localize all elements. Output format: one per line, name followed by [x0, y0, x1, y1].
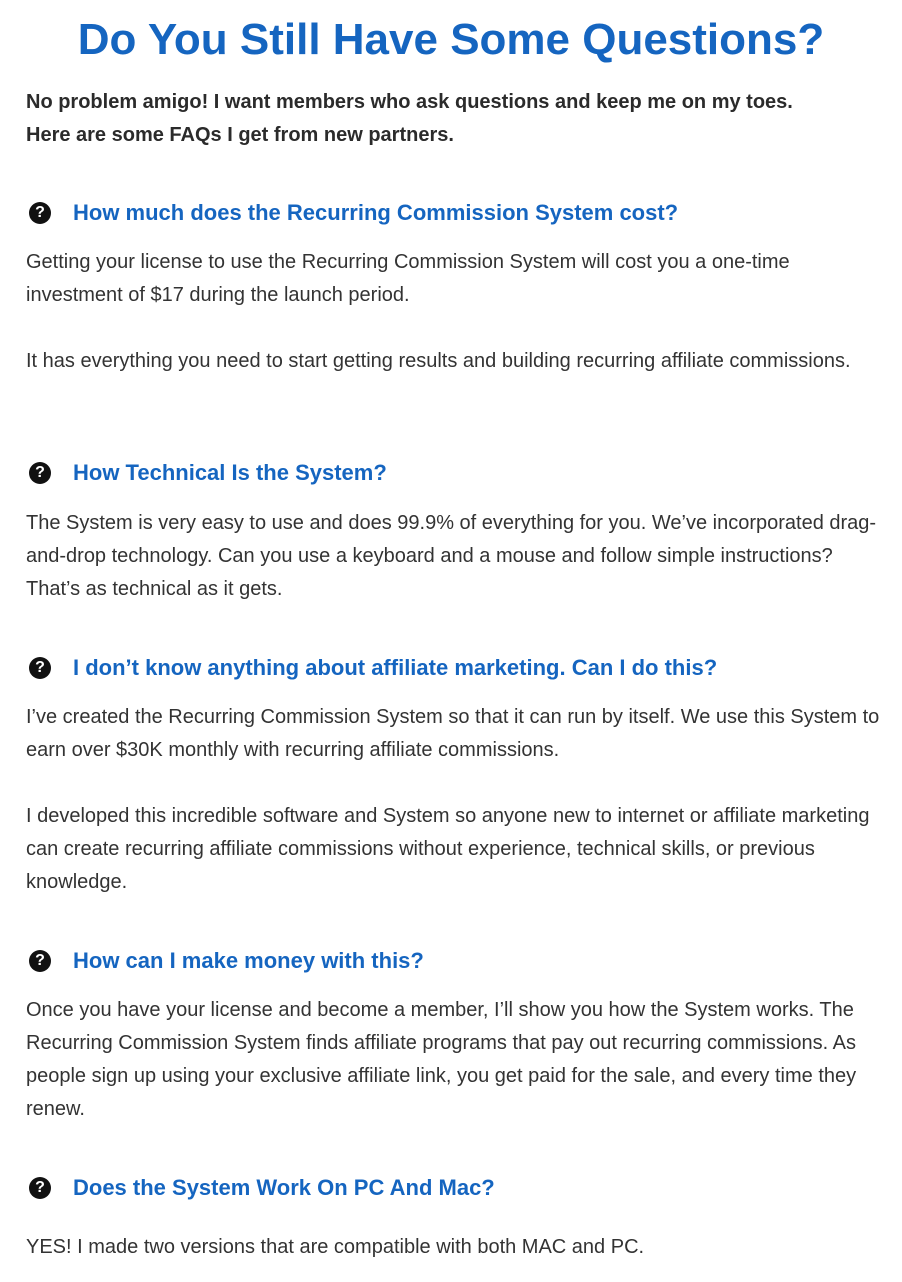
faq-answer: The System is very easy to use and does 99.9% of everything for you. We’ve incorporated drag-and-drop technology. Can you use a keyboard and a mouse and follow simple instructions? That’s as technical as it gets. [26, 512, 877, 600]
faq-question-affiliate-marketing [29, 653, 717, 683]
intro-text [26, 86, 886, 152]
faq-question-cost [29, 198, 678, 228]
faq-question-pc-mac [29, 1173, 495, 1203]
intro-line-2: Here are some FAQs I get from new partners. [26, 124, 454, 146]
faq-question-text: How Technical Is the System? [73, 460, 387, 485]
faq-question-text: Does the System Work On PC And Mac? [73, 1175, 495, 1200]
page-title: Do You Still Have Some Questions? [77, 15, 825, 64]
question-circle-icon: ? [29, 1177, 51, 1199]
faq-question-text: How much does the Recurring Commission System cost? [73, 200, 679, 225]
faq-answer: YES! I made two versions that are compatible with both MAC and PC. [26, 1236, 645, 1258]
faq-answer: Once you have your license and become a member, I’ll show you how the System works. The Recurring Commission System finds affiliate programs that pay out recurring commissions. As people sign up using your exclusive affiliate link, you get paid for the sale, and every time they renew. [26, 999, 857, 1120]
faq-answer: I’ve created the Recurring Commission System so that it can run by itself. We use this System to earn over $30K monthly with recurring affiliate commissions. [26, 706, 880, 761]
question-circle-icon: ? [29, 950, 51, 972]
faq-question-text: How can I make money with this? [73, 948, 424, 973]
question-circle-icon: ? [29, 657, 51, 679]
question-circle-icon: ? [29, 462, 51, 484]
faq-answer: I developed this incredible software and System so anyone new to internet or affiliate marketing can create recurring affiliate commissions without experience, technical skills, or previous knowledge. [26, 805, 870, 893]
faq-answer: Getting your license to use the Recurring Commission System will cost you a one-time investment of $17 during the launch period. [26, 251, 790, 306]
faq-question-technical [29, 458, 387, 488]
question-circle-icon: ? [29, 202, 51, 224]
faq-question-make-money [29, 946, 424, 976]
faq-answer: It has everything you need to start getting results and building recurring affiliate commissions. [26, 350, 851, 372]
faq-question-text: I don’t know anything about affiliate marketing. Can I do this? [73, 655, 718, 680]
intro-line-1: No problem amigo! I want members who ask questions and keep me on my toes. [26, 91, 793, 113]
